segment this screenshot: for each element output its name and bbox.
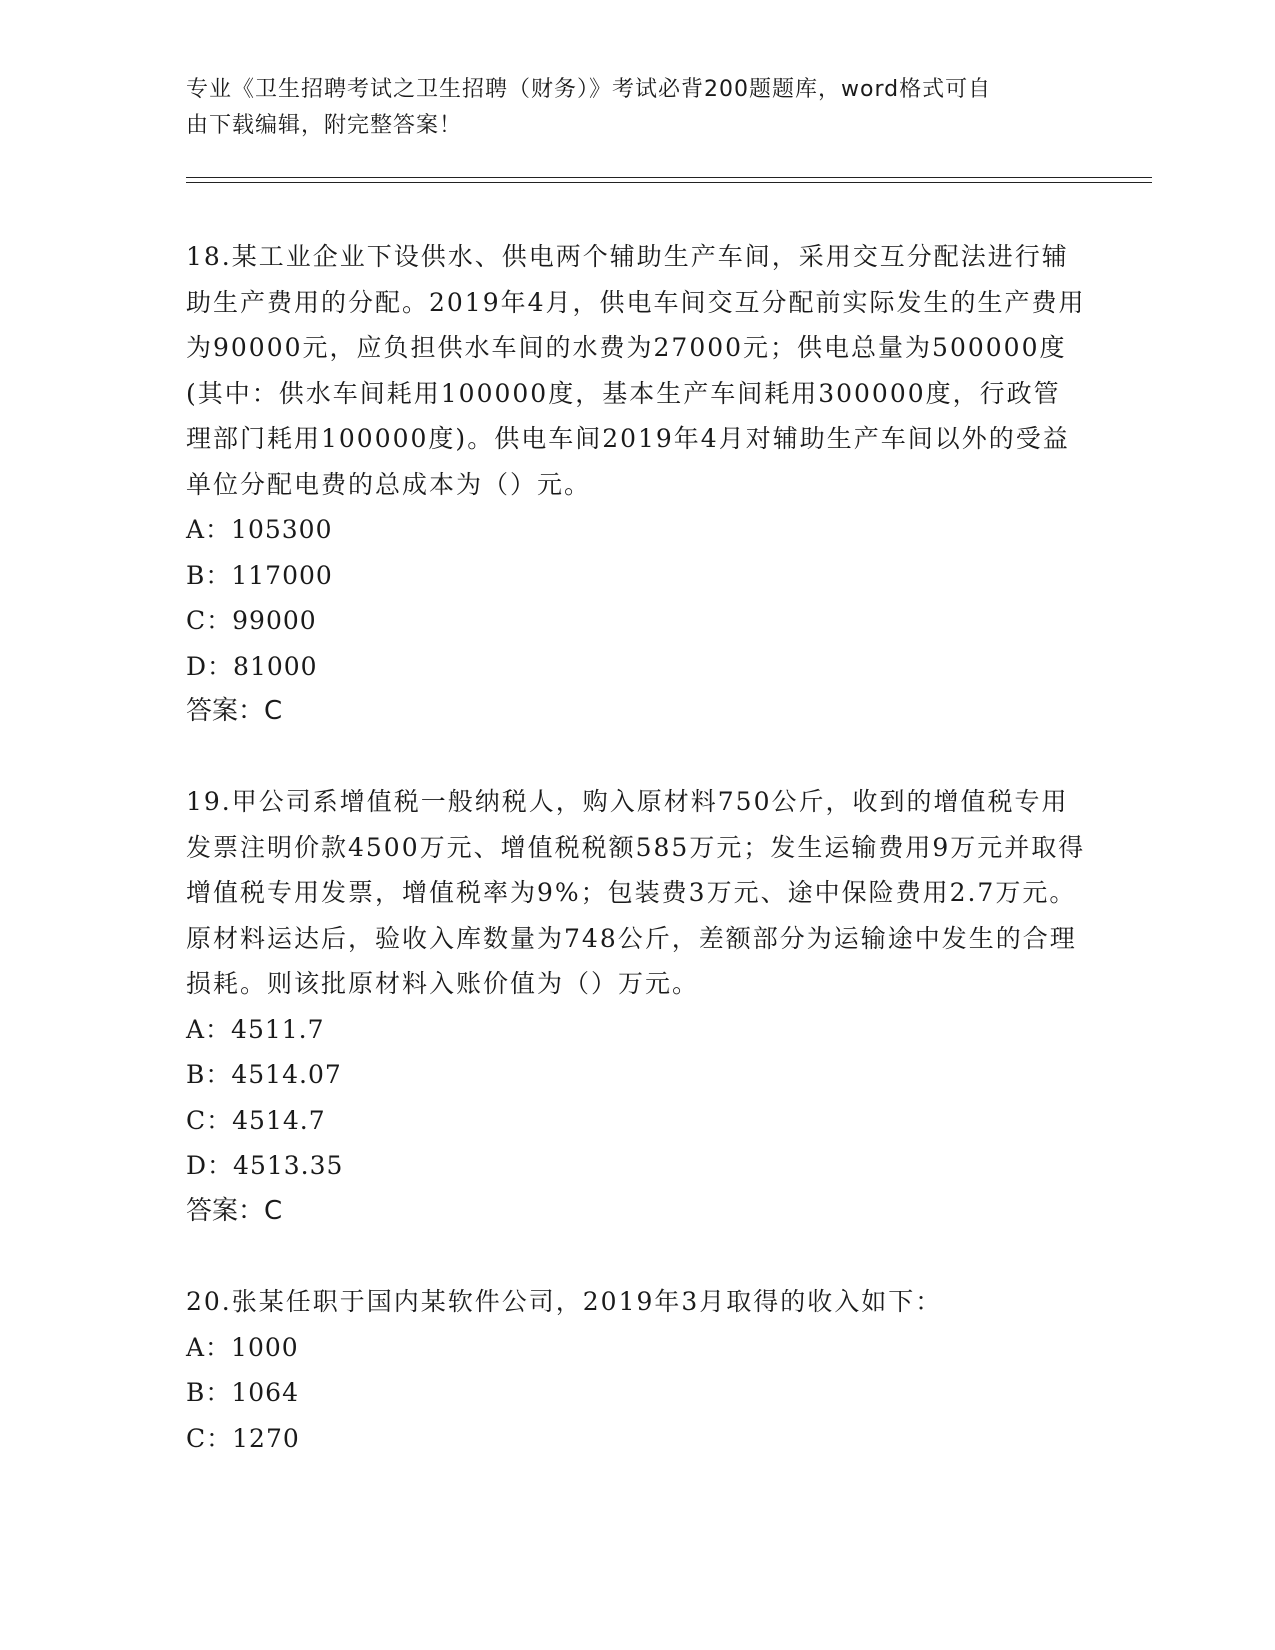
question-18 <box>186 234 1086 735</box>
option-a: A：1000 <box>186 1332 299 1362</box>
option-b: B：4514.07 <box>186 1060 342 1089</box>
question-text: 20.张某任职于国内某软件公司，2019年3月取得的收入如下： <box>186 1287 943 1316</box>
option-c: C：4514.7 <box>186 1105 326 1135</box>
option-a: A：105300 <box>186 515 333 544</box>
question-19 <box>186 779 1086 1234</box>
document-header <box>186 72 1066 144</box>
option-d: D：4513.35 <box>186 1151 344 1180</box>
answer: 答案：C <box>186 696 283 726</box>
option-b: B：1064 <box>186 1378 299 1407</box>
question-20 <box>186 1279 1086 1461</box>
header-line-2: 由下载编辑，附完整答案！ <box>186 113 463 138</box>
header-divider-bottom <box>186 182 1152 183</box>
option-c: C：99000 <box>186 606 317 635</box>
question-text: 18.某工业企业下设供水、供电两个辅助生产车间，采用交互分配法进行辅助生产费用的分配。2019年4月，供电车间交互分配前实际发生的生产费用为90000元，应负担供水车间的水费为27000元；供电总量为500000度(其中：供水车间耗用100000度，基本生产车间耗用300000度，行政管理部门耗用100000度)。供电车间2019年4月对辅助生产车间以外的受益单位分配电费的总成本为（）元。 <box>186 242 1086 499</box>
header-divider-top <box>186 177 1152 178</box>
question-text: 19.甲公司系增值税一般纳税人，购入原材料750公斤，收到的增值税专用发票注明价款4500万元、增值税税额585万元；发生运输费用9万元并取得增值税专用发票，增值税率为9%；包装费3万元、途中保险费用2.7万元。原材料运达后，验收入库数量为748公斤，差额部分为运输途中发生的合理损耗。则该批原材料入账价值为（）万元。 <box>186 787 1086 998</box>
option-d: D：81000 <box>186 651 318 681</box>
option-b: B：117000 <box>186 560 333 590</box>
header-line-1: 专业《卫生招聘考试之卫生招聘（财务）》考试必背200题题库，word格式可自 <box>186 77 992 102</box>
answer: 答案：C <box>186 1195 283 1226</box>
option-a: A：4511.7 <box>186 1014 325 1044</box>
option-c: C：1270 <box>186 1423 300 1453</box>
